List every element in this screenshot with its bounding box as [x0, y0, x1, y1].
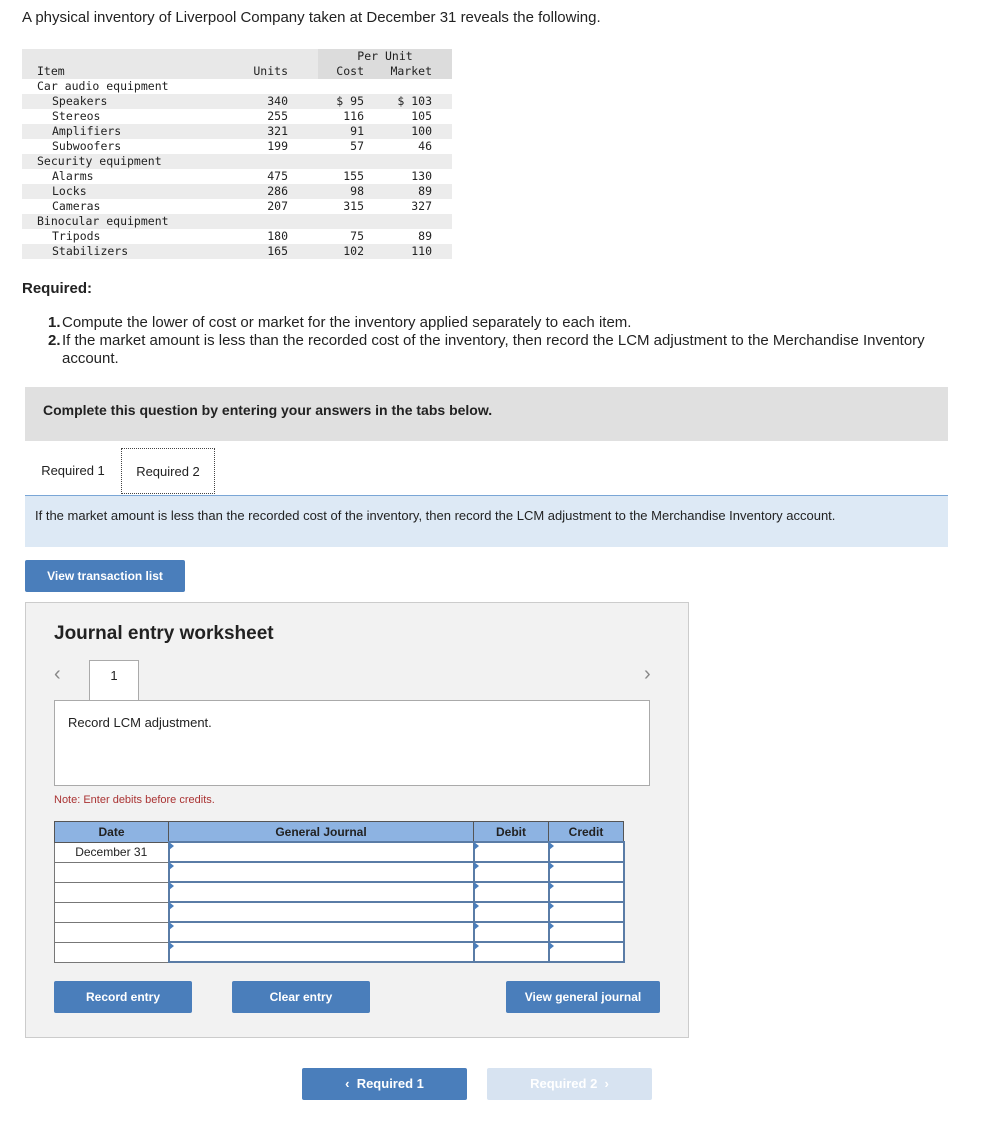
- required-number: 2.: [48, 332, 61, 349]
- credit-input[interactable]: [549, 942, 624, 962]
- units-value: 321: [267, 124, 288, 138]
- market-value: 89: [418, 229, 432, 243]
- account-input[interactable]: [169, 942, 474, 962]
- chevron-left-icon: ‹: [345, 1076, 357, 1091]
- table-row: [22, 109, 452, 124]
- debit-input[interactable]: [474, 862, 549, 882]
- cost-value: 57: [350, 139, 364, 153]
- item-name: Stabilizers: [52, 244, 129, 258]
- tab-required-2[interactable]: Required 2: [121, 448, 215, 494]
- column-debit: Debit: [474, 822, 549, 843]
- table-row: [55, 902, 624, 922]
- date-cell[interactable]: [55, 942, 169, 962]
- item-name: Cameras: [52, 199, 101, 213]
- item-name: Tripods: [52, 229, 101, 243]
- group-row: [22, 79, 452, 94]
- journal-table: [54, 821, 625, 963]
- table-row: [55, 842, 624, 862]
- market-value: 327: [411, 199, 432, 213]
- required-number: 1.: [48, 314, 61, 331]
- units-value: 199: [267, 139, 288, 153]
- cost-value: 98: [350, 184, 364, 198]
- clear-entry-button[interactable]: Clear entry: [232, 981, 370, 1013]
- entry-tab-1[interactable]: 1: [89, 660, 139, 701]
- account-input[interactable]: [169, 842, 474, 862]
- table-row: [55, 882, 624, 902]
- debit-input[interactable]: [474, 922, 549, 942]
- table-row: [22, 139, 452, 154]
- next-required-button[interactable]: [487, 1068, 652, 1100]
- group-row: [22, 214, 452, 229]
- table-row: [22, 244, 452, 259]
- market-value: 89: [418, 184, 432, 198]
- market-value: 100: [411, 124, 432, 138]
- entry-description: Record LCM adjustment.: [68, 715, 212, 730]
- debit-input[interactable]: [474, 842, 549, 862]
- prev-required-label: Required 1: [356, 1076, 424, 1091]
- journal-entry-worksheet: [25, 602, 689, 1038]
- group-row: [22, 154, 452, 169]
- units-value: 340: [267, 94, 288, 108]
- header-item: Item: [37, 64, 65, 78]
- intro-text: A physical inventory of Liverpool Company taken at December 31 reveals the following.: [22, 9, 601, 26]
- table-row: [55, 922, 624, 942]
- market-value: $ 103: [397, 94, 432, 108]
- date-cell[interactable]: [55, 882, 169, 902]
- account-input[interactable]: [169, 902, 474, 922]
- required-title: Required:: [22, 280, 93, 297]
- view-transaction-list-button[interactable]: View transaction list: [25, 560, 185, 592]
- prev-required-button[interactable]: [302, 1068, 467, 1100]
- table-row: [22, 229, 452, 244]
- chevron-left-icon[interactable]: ‹: [54, 663, 61, 685]
- debit-input[interactable]: [474, 882, 549, 902]
- debit-input[interactable]: [474, 942, 549, 962]
- worksheet-title: Journal entry worksheet: [54, 623, 274, 644]
- cost-value: 155: [343, 169, 364, 183]
- date-cell[interactable]: [55, 862, 169, 882]
- tab-instructions: [25, 495, 948, 547]
- group-name: Car audio equipment: [37, 79, 169, 93]
- view-general-journal-button[interactable]: View general journal: [506, 981, 660, 1013]
- units-value: 255: [267, 109, 288, 123]
- market-value: 46: [418, 139, 432, 153]
- item-name: Amplifiers: [52, 124, 122, 138]
- credit-input[interactable]: [549, 842, 624, 862]
- tab-required-1[interactable]: Required 1: [41, 463, 105, 478]
- cost-value: 91: [350, 124, 364, 138]
- cost-value: 102: [343, 244, 364, 258]
- group-name: Security equipment: [37, 154, 162, 168]
- cost-value: 116: [343, 109, 364, 123]
- column-general-journal: General Journal: [169, 822, 474, 843]
- table-row: [55, 942, 624, 962]
- date-cell[interactable]: December 31: [55, 842, 169, 862]
- market-value: 105: [411, 109, 432, 123]
- credit-input[interactable]: [549, 862, 624, 882]
- required-item: [48, 332, 928, 368]
- column-credit: Credit: [549, 822, 624, 843]
- market-value: 110: [411, 244, 432, 258]
- item-name: Subwoofers: [52, 139, 122, 153]
- credit-input[interactable]: [549, 902, 624, 922]
- required-text: Compute the lower of cost or market for the inventory applied separately to each item.: [62, 314, 632, 331]
- market-value: 130: [411, 169, 432, 183]
- record-entry-button[interactable]: Record entry: [54, 981, 192, 1013]
- entry-description-box: [54, 700, 650, 786]
- date-cell[interactable]: [55, 902, 169, 922]
- account-input[interactable]: [169, 922, 474, 942]
- entry-note: Note: Enter debits before credits.: [54, 794, 215, 806]
- table-row: [22, 184, 452, 199]
- next-required-label: Required 2: [530, 1076, 598, 1091]
- chevron-right-icon: ›: [597, 1076, 609, 1091]
- required-item: [48, 314, 928, 332]
- credit-input[interactable]: [549, 882, 624, 902]
- date-cell[interactable]: [55, 922, 169, 942]
- required-text: If the market amount is less than the recorded cost of the inventory, then record the LCM adjustment to the Merchandise Inventory account.: [62, 332, 925, 367]
- units-value: 286: [267, 184, 288, 198]
- item-name: Stereos: [52, 109, 101, 123]
- table-row: [22, 124, 452, 139]
- header-cost: Cost: [336, 64, 364, 78]
- group-name: Binocular equipment: [37, 214, 169, 228]
- item-name: Alarms: [52, 169, 94, 183]
- table-row: [22, 94, 452, 109]
- item-name: Locks: [52, 184, 87, 198]
- credit-input[interactable]: [549, 922, 624, 942]
- table-row: [22, 169, 452, 184]
- cost-value: 75: [350, 229, 364, 243]
- chevron-right-icon[interactable]: ›: [644, 663, 651, 685]
- cost-value: 315: [343, 199, 364, 213]
- units-value: 165: [267, 244, 288, 258]
- cost-value: $ 95: [336, 94, 364, 108]
- debit-input[interactable]: [474, 902, 549, 922]
- units-value: 207: [267, 199, 288, 213]
- instructions-banner: [25, 387, 948, 441]
- column-date: Date: [55, 822, 169, 843]
- account-input[interactable]: [169, 882, 474, 902]
- tab-instructions-text: If the market amount is less than the recorded cost of the inventory, then record the LCM adjustment to the Merchandise Inventory account.: [35, 508, 836, 523]
- required-list: [48, 314, 928, 368]
- header-units: Units: [253, 64, 288, 78]
- units-value: 180: [267, 229, 288, 243]
- table-row: [22, 199, 452, 214]
- units-value: 475: [267, 169, 288, 183]
- banner-text: Complete this question by entering your answers in the tabs below.: [43, 402, 493, 418]
- account-input[interactable]: [169, 862, 474, 882]
- item-name: Speakers: [52, 94, 108, 108]
- per-unit-header: Per Unit: [318, 49, 452, 64]
- header-market: Market: [390, 64, 432, 78]
- table-row: [55, 862, 624, 882]
